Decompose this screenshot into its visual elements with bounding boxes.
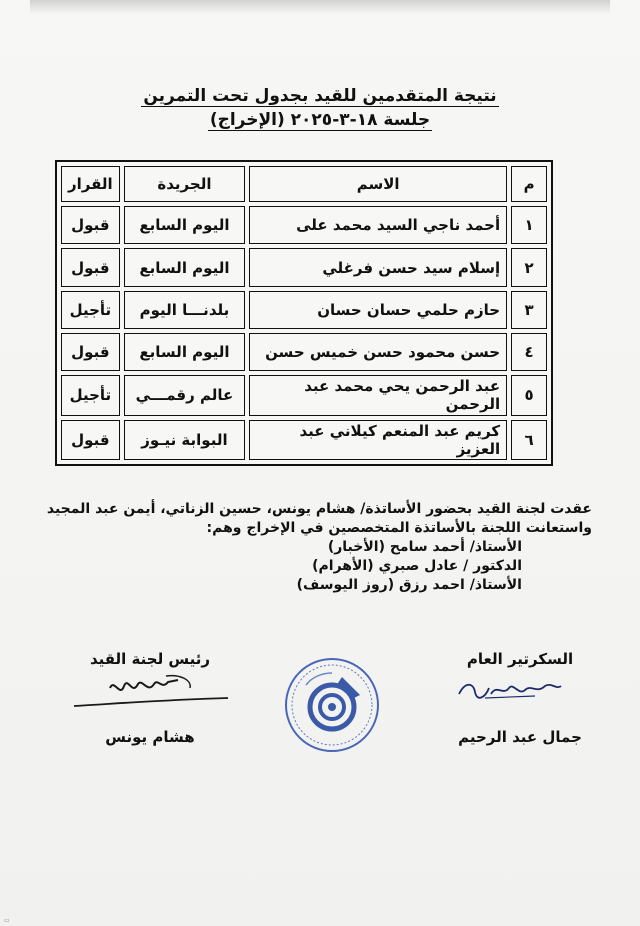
- row-number: ٢: [511, 248, 547, 286]
- committee-head-name: هشام يونس: [105, 728, 195, 746]
- row-number: ٣: [511, 291, 547, 329]
- syndicate-stamp: [282, 655, 382, 755]
- row-decision: تأجيل: [61, 375, 120, 415]
- table-row: [61, 291, 547, 329]
- header-paper: الجريدة: [124, 166, 245, 202]
- row-paper: البوابة نيـوز: [124, 420, 245, 460]
- row-name: إسلام سيد حسن فرغلي: [249, 248, 507, 286]
- notes-line: عقدت لجنة القيد بحضور الأساتذة/ هشام يونس، حسين الزناتي، أيمن عبد المجيد: [46, 501, 592, 517]
- table-row: [61, 420, 547, 460]
- table-row: [61, 248, 547, 286]
- secretary-title: السكرتير العام: [466, 650, 574, 668]
- row-paper: اليوم السابع: [124, 206, 245, 244]
- row-decision: قبول: [61, 333, 120, 371]
- table-row: [61, 206, 547, 244]
- committee-head-handwritten-signature: [70, 670, 230, 720]
- document-title: نتيجة المتقدمين للقيد بجدول تحت التمرين: [143, 86, 497, 106]
- table-row: [61, 333, 547, 371]
- row-number: ١: [511, 206, 547, 244]
- row-decision: قبول: [61, 248, 120, 286]
- row-name: عبد الرحمن يحي محمد عبد الرحمن: [249, 375, 507, 415]
- row-number: ٤: [511, 333, 547, 371]
- row-decision: تأجيل: [61, 291, 120, 329]
- notes-line: الدكتور / عادل صبري (الأهرام): [312, 558, 522, 574]
- row-paper: عالم رقمـــي: [124, 375, 245, 415]
- notes-line: واستعانت اللجنة بالأساتذة المتخصصين في الإخراج وهم:: [206, 520, 592, 536]
- committee-notes: [40, 500, 592, 595]
- secretary-name: جمال عبد الرحيم: [458, 728, 582, 746]
- scan-shadow: [30, 0, 610, 14]
- table-row: [61, 375, 547, 415]
- table-header-row: [61, 166, 547, 202]
- header-name: الاسم: [249, 166, 507, 202]
- row-name: أحمد ناجي السيد محمد على: [249, 206, 507, 244]
- row-paper: اليوم السابع: [124, 333, 245, 371]
- header-decision: القرار: [61, 166, 120, 202]
- row-number: ٦: [511, 420, 547, 460]
- row-decision: قبول: [61, 420, 120, 460]
- row-name: حازم حلمي حسان حسان: [249, 291, 507, 329]
- secretary-handwritten-signature: [455, 676, 565, 704]
- notes-line: الأستاذ/ احمد رزق (روز اليوسف): [296, 577, 522, 593]
- notes-line: الأستاذ/ أحمد سامح (الأخبار): [327, 539, 522, 555]
- row-paper: اليوم السابع: [124, 248, 245, 286]
- results-table: [55, 160, 553, 466]
- scan-watermark: ▭: [4, 917, 10, 924]
- session-subtitle: جلسة ١٨-٣-٢٠٢٥ (الإخراج): [209, 110, 431, 130]
- row-decision: قبول: [61, 206, 120, 244]
- committee-head-title: رئيس لجنة القيد: [89, 650, 211, 668]
- row-name: حسن محمود حسن خميس حسن: [249, 333, 507, 371]
- header-number: م: [511, 166, 547, 202]
- row-number: ٥: [511, 375, 547, 415]
- row-name: كريم عبد المنعم كيلاني عبد العزيز: [249, 420, 507, 460]
- row-paper: بلدنـــا اليوم: [124, 291, 245, 329]
